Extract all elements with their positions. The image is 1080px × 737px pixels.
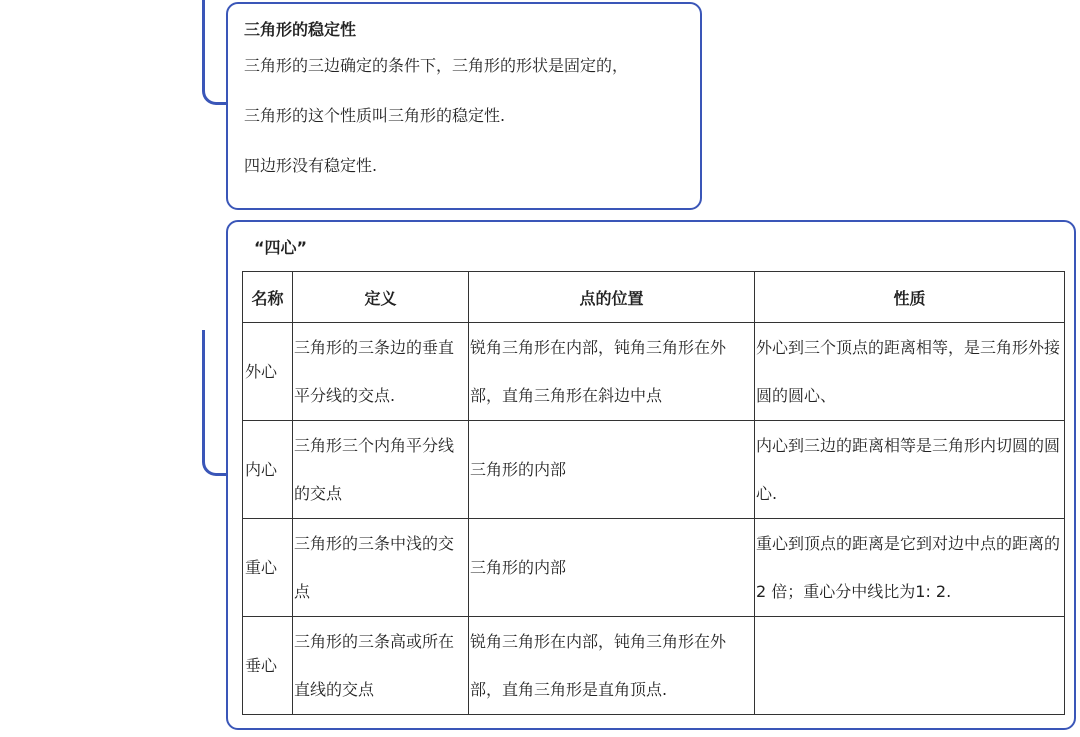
cell-property: 重心到顶点的距离是它到对边中点的距离的 2 倍；重心分中线比为1: 2. [755,519,1065,617]
stability-line: 三角形的三边确定的条件下，三角形的形状是固定的， [244,56,629,75]
header-name: 名称 [243,272,293,323]
cell-name: 外心 [243,323,293,421]
four-centers-card [226,220,1076,730]
table-row [243,323,1065,421]
header-position: 点的位置 [469,272,755,323]
cell-property: 外心到三个顶点的距离相等，是三角形外接圆的圆心、 [755,323,1065,421]
cell-position: 三角形的内部 [469,421,755,519]
cell-name: 重心 [243,519,293,617]
cell-position: 锐角三角形在内部，钝角三角形在外部，直角三角形在斜边中点 [469,323,755,421]
table-row [243,617,1065,715]
cell-position: 锐角三角形在内部，钝角三角形在外部，直角三角形是直角顶点. [469,617,755,715]
cell-position: 三角形的内部 [469,519,755,617]
table-row [243,519,1065,617]
cell-definition: 三角形的三条中浅的交点 [293,519,469,617]
cell-definition: 三角形的三条高或所在直线的交点 [293,617,469,715]
header-property: 性质 [755,272,1065,323]
header-definition: 定义 [293,272,469,323]
four-centers-title: “四心” [254,238,308,257]
cell-property: 内心到三边的距离相等是三角形内切圆的圆心. [755,421,1065,519]
four-centers-table [242,271,1065,715]
stability-line: 三角形的这个性质叫三角形的稳定性. [244,106,506,125]
cell-definition: 三角形三个内角平分线的交点 [293,421,469,519]
cell-definition: 三角形的三条边的垂直平分线的交点. [293,323,469,421]
cell-name: 垂心 [243,617,293,715]
stability-card [226,2,702,210]
table-header-row [243,272,1065,323]
table-row [243,421,1065,519]
stability-title: 三角形的稳定性 [244,20,357,39]
cell-property [755,617,1065,715]
stability-line: 四边形没有稳定性. [244,156,378,175]
cell-name: 内心 [243,421,293,519]
